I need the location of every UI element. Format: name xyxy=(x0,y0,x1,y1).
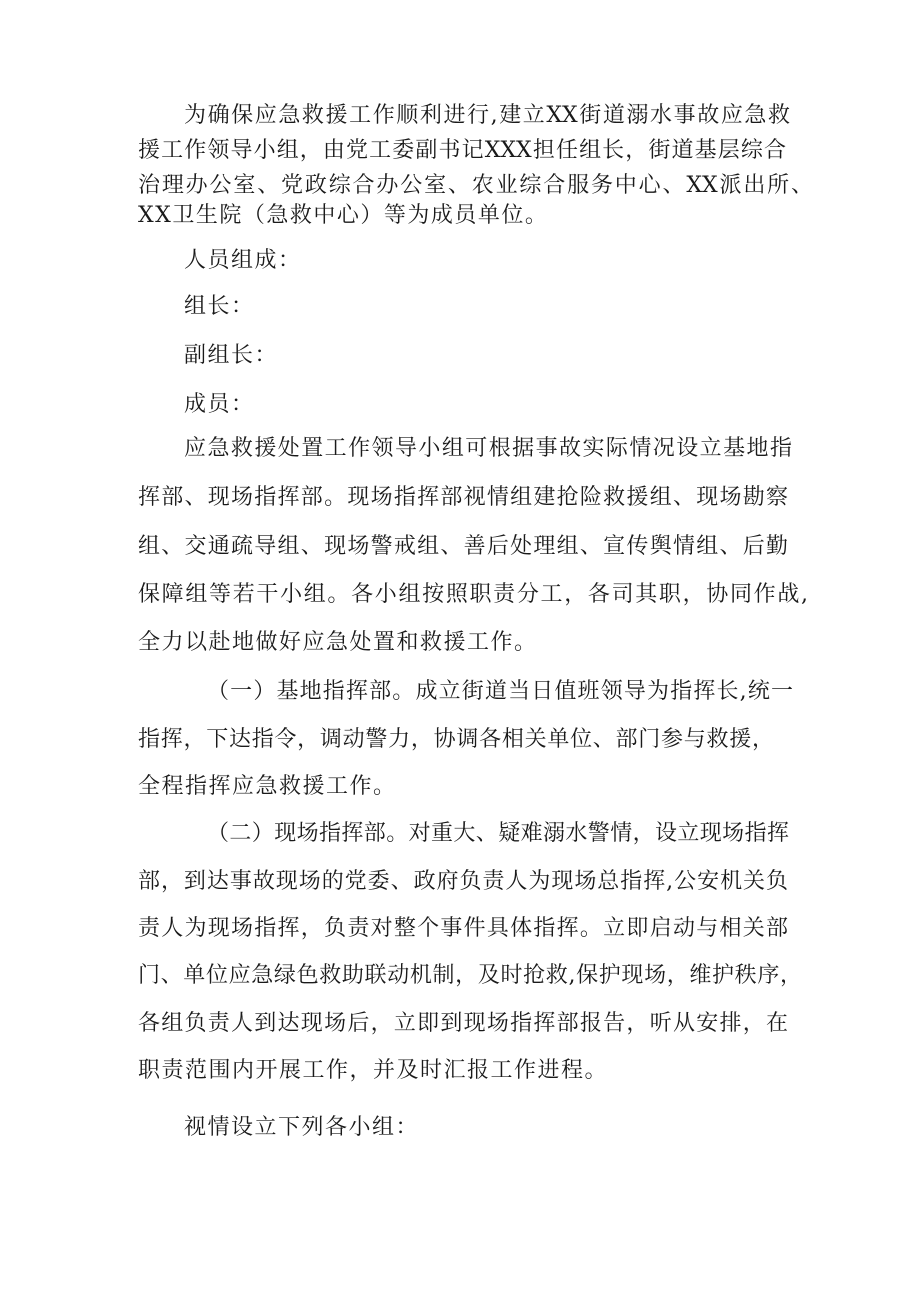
text-line: 成员： xyxy=(184,392,255,417)
text-line: 人员组成： xyxy=(184,248,302,273)
text-line: XX卫生院（急救中心）等为成员单位。 xyxy=(138,203,549,228)
text-line: 门、单位应急绿色救助联动机制，及时抢救,保护现场，维护秩序， xyxy=(138,963,802,988)
text-line: 视情设立下列各小组： xyxy=(184,1115,420,1140)
text-line: 指挥，下达指令，调动警力，协调各相关单位、部门参与救援， xyxy=(138,727,774,752)
text-line: 为确保应急救援工作顺利进行,建立XX街道溺水事故应急救 xyxy=(184,103,790,128)
text-line: 治理办公室、党政综合办公室、农业综合服务中心、XX派出所、 xyxy=(138,173,813,198)
text-line: 应急救援处置工作领导小组可根据事故实际情况设立基地指 xyxy=(184,436,792,461)
text-line: 责人为现场指挥，负责对整个事件具体指挥。立即启动与相关部 xyxy=(138,916,788,941)
text-line: （一）基地指挥部。成立街道当日值班领导为指挥长,统一 xyxy=(207,679,793,704)
text-line: 挥部、现场指挥部。现场指挥部视情组建抢险救援组、现场勘察 xyxy=(138,485,788,510)
text-line: 部，到达事故现场的党委、政府负责人为现场总指挥,公安机关负 xyxy=(138,869,788,894)
text-line: 全力以赴地做好应急处置和救援工作。 xyxy=(138,630,538,655)
text-line: 组、交通疏导组、现场警戒组、善后处理组、宣传舆情组、后勤 xyxy=(138,534,788,559)
text-line: 职责范围内开展工作，并及时汇报工作进程。 xyxy=(138,1058,609,1083)
text-line: 全程指挥应急救援工作。 xyxy=(138,774,397,799)
text-line: （二）现场指挥部。对重大、疑难溺水警情，设立现场指挥 xyxy=(207,821,789,846)
text-line: 援工作领导小组，由党工委副书记XXX担任组长，街道基层综合 xyxy=(138,138,786,163)
text-line: 副组长： xyxy=(184,343,279,368)
text-line: 保障组等若干小组。各小组按照职责分工，各司其职，协同作战, xyxy=(138,582,808,607)
text-line: 各组负责人到达现场后，立即到现场指挥部报告，听从安排，在 xyxy=(138,1011,788,1036)
text-line: 组长： xyxy=(184,294,255,319)
